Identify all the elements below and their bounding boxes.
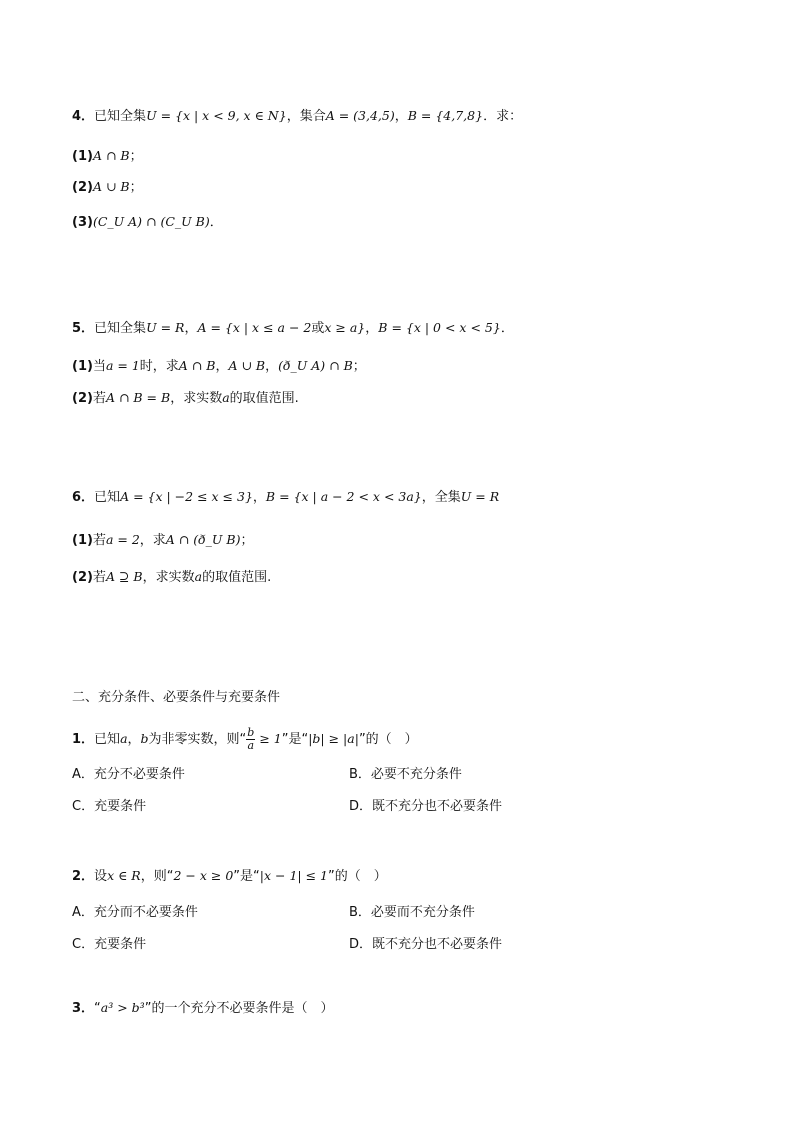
q4-set-b: B = {4,7,8} <box>407 108 484 123</box>
q5-or: 或 <box>311 321 325 336</box>
q5-part-1-mid: 时，求 <box>139 359 179 374</box>
s2q2-is: ”是“ <box>233 869 260 884</box>
s2q1-fraction <box>246 727 255 752</box>
s2q3-number: 3． <box>72 1001 95 1016</box>
q6-part-2-var: a <box>194 569 203 584</box>
q4-part-1-label: (1) <box>72 149 93 164</box>
s2q1-stem <box>72 726 418 753</box>
q6-part-1-label: (1) <box>72 533 93 548</box>
q5-part-1-sep1: ， <box>215 359 229 374</box>
q5-part-2-cond: A ∩ B = B <box>105 390 171 405</box>
q4-part-3 <box>72 212 223 233</box>
q6-part-1-end: ； <box>240 533 254 548</box>
q4-part-3-expr: (C_U A) ∩ (C_U B) <box>92 214 210 229</box>
q5-part-2-label: (2) <box>72 391 93 406</box>
q4-part-2-expr: A ∪ B <box>92 179 130 194</box>
q6-part-1-expr: A ∩ (ð_U B) <box>165 532 241 547</box>
q4-text-mid: ，集合 <box>286 109 326 124</box>
s2q3-pre: “ <box>94 1001 101 1016</box>
q4-text-tail: ．求： <box>483 109 523 124</box>
q6-universal-set: U = R <box>460 489 500 504</box>
q6-part-2-pre: 若 <box>92 570 106 585</box>
q5-end: ． <box>500 321 514 336</box>
s2q2-option-a[interactable]: A．充分而不必要条件 <box>72 905 198 920</box>
q5-part-1-expr3: (ð_U A) ∩ B <box>278 358 353 373</box>
q5-text-pre: 已知全集 <box>94 321 147 336</box>
q4-sep: ， <box>394 109 408 124</box>
s2q2-end: ”的（ ） <box>328 869 387 884</box>
s2q1-option-d[interactable]: D．既不充分也不必要条件 <box>349 799 503 814</box>
q5-universal-set: U = R <box>146 320 185 335</box>
q4-part-3-label: (3) <box>72 215 93 230</box>
q5-set-a-part2: x ≥ a} <box>324 320 366 335</box>
q4-part-2-end: ； <box>129 180 143 195</box>
q6-set-a: A = {x | −2 ≤ x ≤ 3} <box>120 489 253 504</box>
q6-set-b: B = {x | a − 2 < x < 3a} <box>265 489 422 504</box>
q5-part-1-expr1: A ∩ B <box>178 358 216 373</box>
s2q3-cond: a³ > b³ <box>100 1000 145 1015</box>
q6-number: 6． <box>72 490 95 505</box>
q6-stem <box>72 487 499 508</box>
s2q1-mid: 为非零实数，则“ <box>148 732 247 747</box>
s2q1-var-a: a <box>120 731 128 746</box>
q5-part-1-label: (1) <box>72 359 93 374</box>
s2q2-number: 2． <box>72 869 95 884</box>
q6-part-2-end: 的取值范围. <box>202 570 272 585</box>
q5-part-2-end: 的取值范围. <box>229 391 299 406</box>
q5-stem <box>72 318 514 339</box>
q5-part-2-var: a <box>222 390 230 405</box>
q5-number: 5． <box>72 321 95 336</box>
q4-set-a: A = (3,4,5) <box>325 108 395 123</box>
q5-part-1 <box>72 356 366 377</box>
q5-part-2-mid: ，求实数 <box>170 391 223 406</box>
s2q2-stem <box>72 866 387 887</box>
q5-part-2 <box>72 388 299 409</box>
s2q2-mid: ，则“ <box>140 869 174 884</box>
s2q2-option-b[interactable]: B．必要而不充分条件 <box>349 905 475 920</box>
s2q2-option-d[interactable]: D．既不充分也不必要条件 <box>349 937 503 952</box>
q6-part-1 <box>72 530 253 551</box>
q4-part-3-end: ． <box>209 215 223 230</box>
q4-part-2-label: (2) <box>72 180 93 195</box>
q6-part-2 <box>72 567 271 588</box>
q5-part-2-pre: 若 <box>92 391 106 406</box>
q5-part-1-expr2: A ∪ B <box>228 358 266 373</box>
q4-number: 4． <box>72 109 95 124</box>
q4-stem <box>72 106 522 127</box>
q6-part-1-cond: a = 2 <box>105 532 140 547</box>
s2q1-frac-numerator: b <box>247 726 255 739</box>
q5-sep2: ， <box>365 321 379 336</box>
q4-part-1-expr: A ∩ B <box>92 148 130 163</box>
q5-set-a-part1: A = {x | x ≤ a − 2 <box>197 320 312 335</box>
s2q1-option-c[interactable]: C．充要条件 <box>72 799 147 814</box>
q5-part-1-cond: a = 1 <box>105 358 140 373</box>
s2q1-var-b: b <box>140 731 149 746</box>
q6-text-pre: 已知 <box>94 490 121 505</box>
q5-part-1-pre: 当 <box>92 359 106 374</box>
s2q1-sep: ， <box>127 732 141 747</box>
q6-part-1-mid: ，求 <box>139 533 166 548</box>
s2q1-is: ”是“ <box>281 732 309 747</box>
q6-part-2-mid: ，求实数 <box>142 570 195 585</box>
q5-sep1: ， <box>184 321 198 336</box>
q5-set-b: B = {x | 0 < x < 5} <box>378 320 501 335</box>
s2q1-cond2: |b| ≥ |a| <box>308 731 359 746</box>
q4-text-pre: 已知全集 <box>94 109 147 124</box>
s2q2-cond1: 2 − x ≥ 0 <box>173 868 234 883</box>
q5-part-1-sep2: ， <box>265 359 279 374</box>
q6-sep2: ，全集 <box>421 490 461 505</box>
s2q3-stem <box>72 998 333 1019</box>
s2q1-frac-denominator: a <box>247 739 255 752</box>
q6-sep1: ， <box>252 490 266 505</box>
s2q2-option-c[interactable]: C．充要条件 <box>72 937 147 952</box>
s2q1-option-a[interactable]: A．充分不必要条件 <box>72 767 185 782</box>
q4-part-1 <box>72 146 143 167</box>
q6-part-1-pre: 若 <box>92 533 106 548</box>
s2q1-frac-relation: ≥ 1 <box>255 731 282 746</box>
q6-part-2-cond: A ⊇ B <box>105 569 143 584</box>
q4-part-2 <box>72 177 143 198</box>
section-heading: 二、充分条件、必要条件与充要条件 <box>72 690 281 705</box>
s2q1-option-b[interactable]: B．必要不充分条件 <box>349 767 462 782</box>
q5-part-1-end: ； <box>352 359 366 374</box>
q4-part-1-end: ； <box>129 149 143 164</box>
s2q1-end: ”的（ ） <box>358 732 418 747</box>
s2q2-cond0: x ∈ R <box>107 868 141 883</box>
s2q3-end: ”的一个充分不必要条件是（ ） <box>144 1001 334 1016</box>
s2q1-pre: 已知 <box>94 732 121 747</box>
q6-part-2-label: (2) <box>72 570 93 585</box>
s2q2-cond2: |x − 1| ≤ 1 <box>259 868 328 883</box>
q4-universal-set: U = {x | x < 9, x ∈ N} <box>146 108 287 123</box>
s2q1-number: 1． <box>72 732 95 747</box>
s2q2-pre: 设 <box>94 869 108 884</box>
